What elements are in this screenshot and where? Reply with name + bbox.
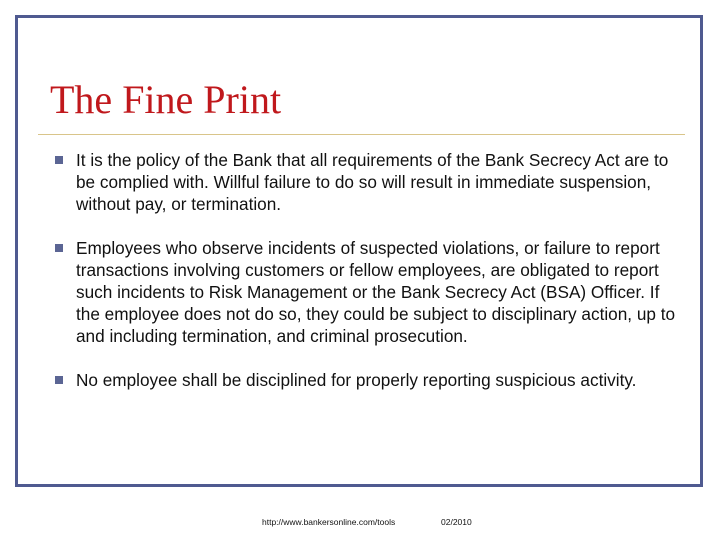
bullet-item (55, 237, 685, 347)
footer-url[interactable]: http://www.bankersonline.com/tools (262, 517, 396, 527)
bullet-item (55, 369, 685, 391)
footer-date: 02/2010 (441, 517, 472, 527)
bullet-item (55, 149, 685, 215)
bullet-text: It is the policy of the Bank that all requirements of the Bank Secrecy Act are to be complied with. Willful failure to do so will result in immediate suspension, without pay, or termination. (76, 150, 669, 214)
bullet-text: Employees who observe incidents of suspected violations, or failure to report transactions involving customers or fellow employees, are obligated to report such incidents to Risk Management or the Bank Secrecy Act (BSA) Officer. If the employee does not do so, they could be subject to disciplinary action, up to and including termination, and criminal prosecution. (76, 238, 676, 346)
square-bullet-icon (55, 244, 63, 252)
title-divider (38, 134, 685, 135)
square-bullet-icon (55, 156, 63, 164)
square-bullet-icon (55, 376, 63, 384)
slide-title: The Fine Print (50, 77, 282, 122)
bullet-list (55, 149, 685, 391)
bullet-text: No employee shall be disciplined for properly reporting suspicious activity. (76, 370, 637, 390)
